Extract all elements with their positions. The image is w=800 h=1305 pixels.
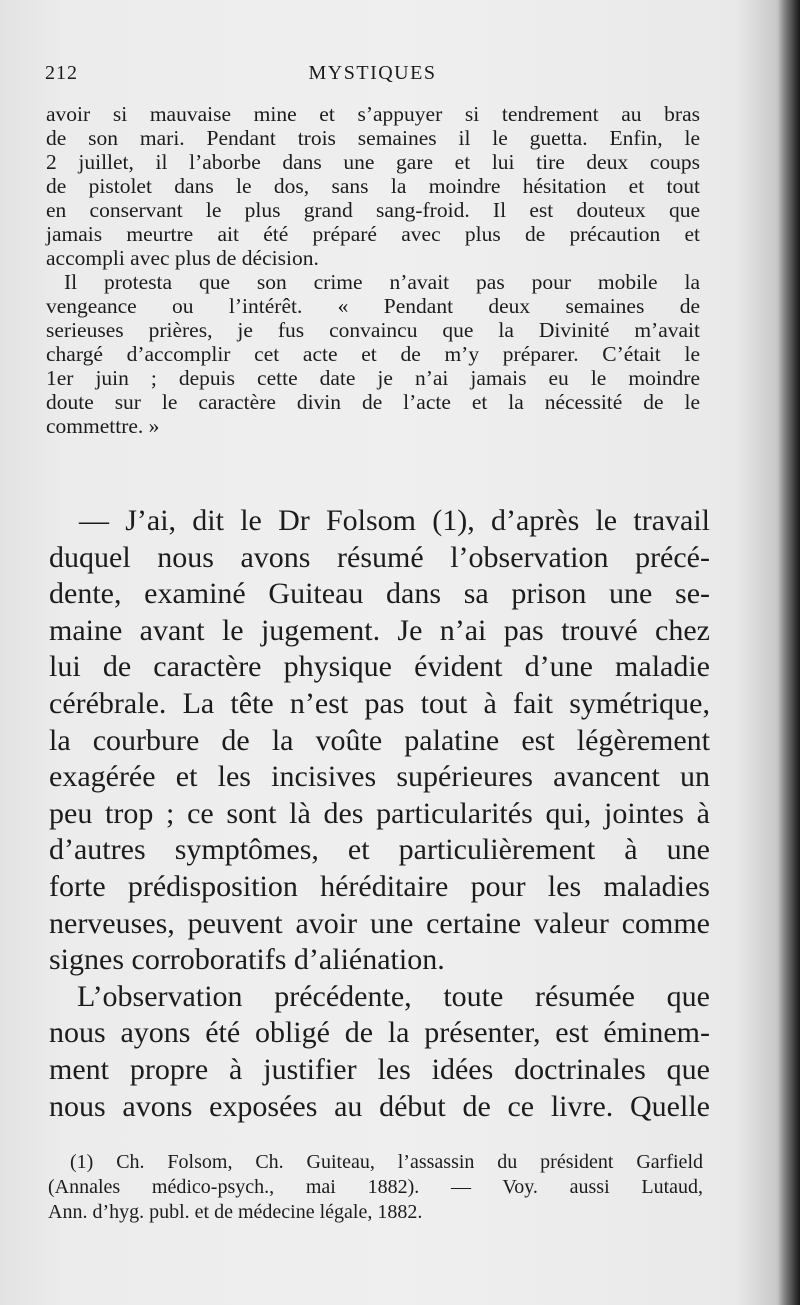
- paragraph: [46, 102, 700, 270]
- text-line: vengeance ou l’intérêt. « Pendant deux semaines de: [46, 294, 700, 318]
- text-line: — J’ai, dit le Dr Folsom (1), d’après le travail: [79, 504, 710, 537]
- paragraph-continued: [46, 294, 700, 438]
- text-line: accompli avec plus de décision.: [46, 246, 319, 270]
- text-line: d’autres symptômes, et particulièrement à une: [49, 833, 710, 867]
- text-line: chargé d’accomplir cet acte et de m’y préparer. C’était le: [46, 342, 700, 366]
- text-line: cérébrale. La tête n’est pas tout à fait symétrique,: [49, 686, 710, 720]
- page-header: [45, 62, 700, 98]
- page-number: 212: [45, 62, 78, 84]
- paragraph: [49, 503, 710, 979]
- footnote-line: (1) Ch. Folsom, Ch. Guiteau, l’assassin du président Garfield: [70, 1151, 703, 1173]
- text-line: L’observation précédente, toute résumée que: [77, 979, 710, 1013]
- text-line: Il protesta que son crime n’avait pas pour mobile la: [64, 270, 700, 294]
- text-line: en conservant le plus grand sang-froid. Il est douteux que: [46, 198, 700, 222]
- paragraph: [49, 979, 710, 1125]
- text-line: exagérée et les incisives supérieures avancent un: [49, 760, 710, 794]
- text-line: commettre. »: [46, 414, 160, 438]
- large-text-block: [49, 503, 710, 1125]
- text-line: ment propre à justifier les idées doctrinales que: [49, 1052, 710, 1086]
- text-line: signes corroboratifs d’aliénation.: [49, 943, 445, 977]
- small-text-block: [46, 102, 700, 438]
- text-line: 2 juillet, il l’aborbe dans une gare et lui tire deux coups: [46, 150, 700, 174]
- text-line: nous ayons été obligé de la présenter, est éminem-: [49, 1016, 710, 1050]
- text-line: forte prédisposition héréditaire pour les maladies: [49, 869, 710, 903]
- text-line: duquel nous avons résumé l’observation précé-: [49, 540, 710, 574]
- text-line: nous avons exposées au début de ce livre. Quelle: [49, 1089, 710, 1123]
- text-line: doute sur le caractère divin de l’acte et la nécessité de le: [46, 390, 700, 414]
- text-line: lui de caractère physique évident d’une maladie: [49, 650, 710, 684]
- paragraph: [46, 270, 700, 294]
- text-line: la courbure de la voûte palatine est légèrement: [49, 723, 710, 757]
- text-line: maine avant le jugement. Je n’ai pas trouvé chez: [49, 613, 710, 647]
- text-line: jamais meurtre ait été préparé avec plus de précaution et: [46, 222, 700, 246]
- book-spine-shadow: [778, 0, 800, 1305]
- text-line: nerveuses, peuvent avoir une certaine valeur comme: [49, 906, 710, 940]
- text-line: de pistolet dans le dos, sans la moindre hésitation et tout: [46, 174, 700, 198]
- text-line: avoir si mauvaise mine et s’appuyer si tendrement au bras: [46, 102, 700, 126]
- footnote-line: (Annales médico-psych., mai 1882). — Voy. aussi Lutaud,: [48, 1176, 703, 1198]
- text-line: 1er juin ; depuis cette date je n’ai jamais eu le moindre: [46, 366, 700, 390]
- footnote: [48, 1150, 703, 1225]
- text-line: dente, examiné Guiteau dans sa prison une se-: [49, 577, 710, 611]
- footnote-line: Ann. d’hyg. publ. et de médecine légale, 1882.: [48, 1201, 423, 1223]
- text-line: de son mari. Pendant trois semaines il le guetta. Enfin, le: [46, 126, 700, 150]
- text-line: peu trop ; ce sont là des particularités qui, jointes à: [49, 796, 710, 830]
- text-line: serieuses prières, je fus convaincu que la Divinité m’avait: [46, 318, 700, 342]
- running-title: MYSTIQUES: [308, 62, 437, 84]
